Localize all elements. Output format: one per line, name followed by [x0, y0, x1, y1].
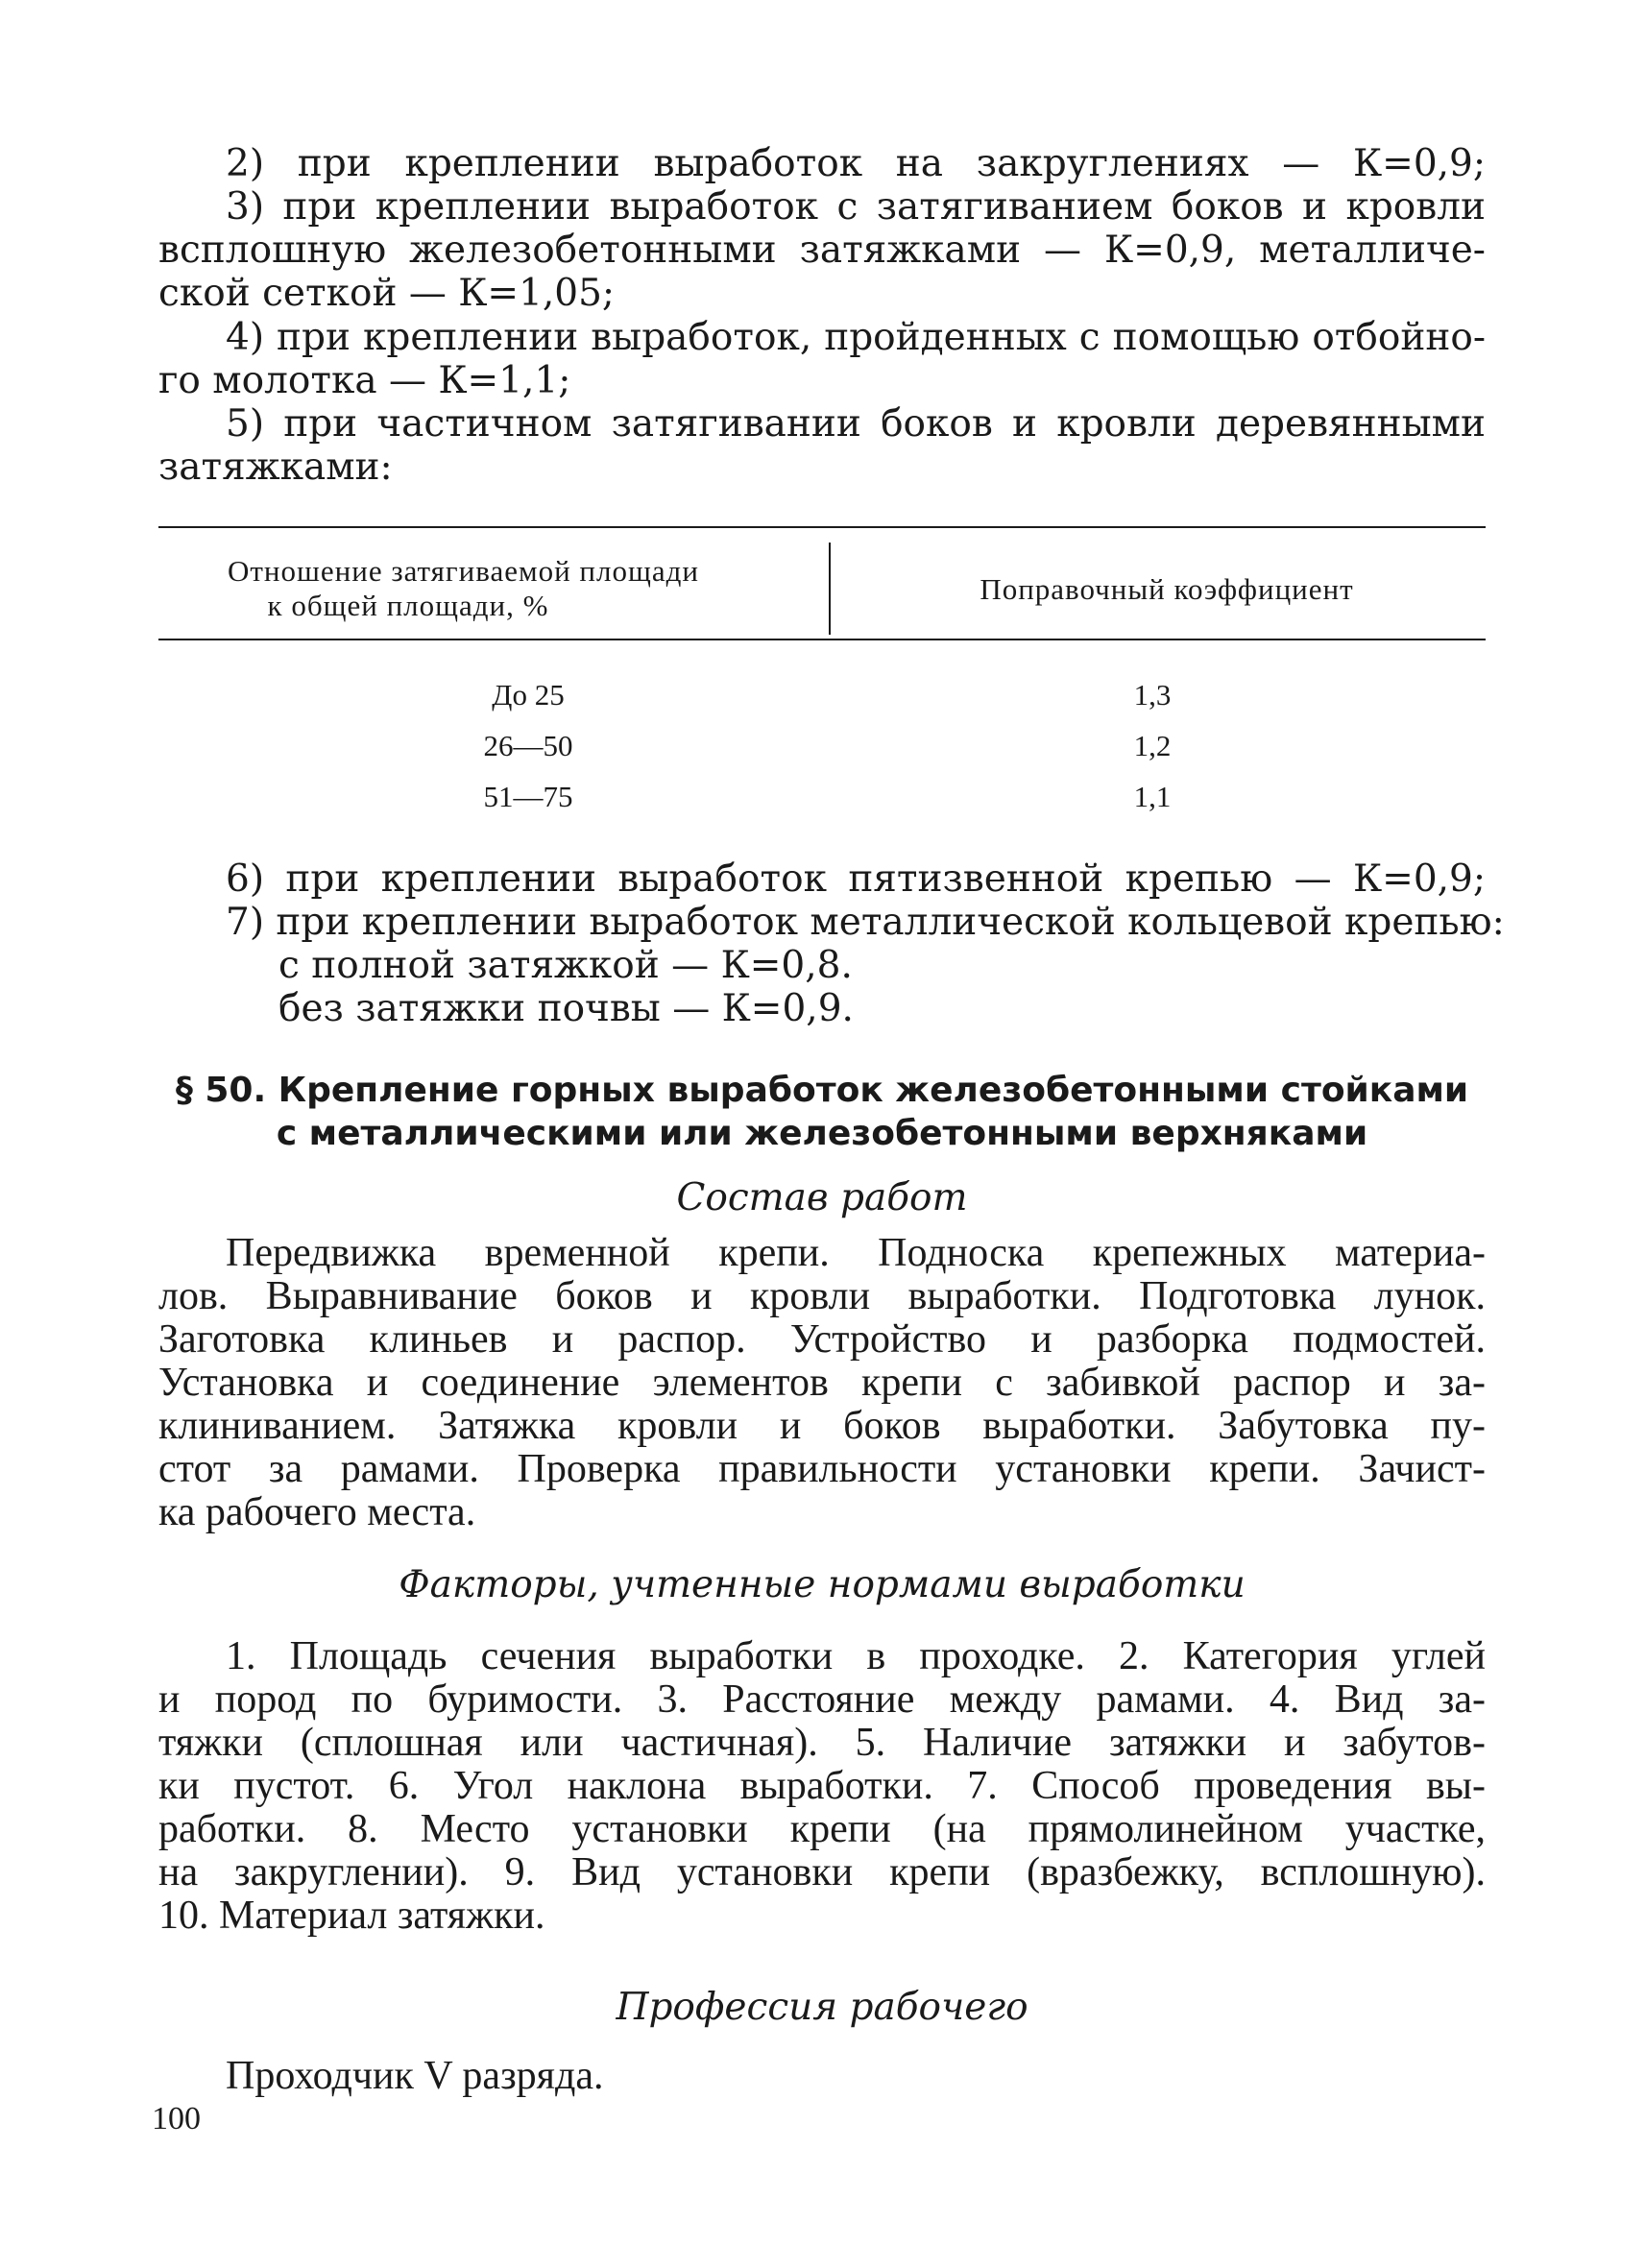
work-text-line: ка рабочего места.: [158, 1490, 476, 1534]
factors-text-line: и пород по буримости. 3. Расстояние между рамами. 4. Вид за-: [158, 1677, 1486, 1722]
factors-text-line: работки. 8. Место установки крепи (на прямолинейном участке,: [158, 1807, 1486, 1851]
table-cell-coefficient: 1,1: [1133, 780, 1172, 813]
table-cell-ratio: 51—75: [483, 780, 573, 813]
table-cell-coefficient: 1,3: [1133, 678, 1172, 712]
factors-text-line: 10. Материал затяжки.: [158, 1894, 545, 1938]
list-item-7-no-floor-lagging: без затяжки почвы — К=0,9.: [278, 987, 854, 1030]
list-item-6: 6) при креплении выработок пятизвенной крепью — К=0,9;: [226, 857, 1486, 901]
table-top-rule: [158, 526, 1486, 528]
table-cell-coefficient: 1,2: [1133, 729, 1172, 762]
factors-text-line: на закруглении). 9. Вид установки крепи (вразбежку, всплошную).: [158, 1850, 1486, 1894]
work-text-line: клиниванием. Затяжка кровли и боков выработки. Забутовка пу-: [158, 1404, 1486, 1448]
work-text-line: лов. Выравнивание боков и кровли выработки. Подготовка лунок.: [158, 1274, 1486, 1318]
table-cell-ratio: 26—50: [483, 729, 573, 762]
factors-text-line: 1. Площадь сечения выработки в проходке. 2. Категория углей: [226, 1634, 1486, 1678]
page-number: 100: [152, 2101, 201, 2136]
table-header-coefficient: Поправочный коэффициент: [980, 572, 1354, 606]
list-item-2: 2) при креплении выработок на закруглениях — К=0,9;: [226, 142, 1486, 185]
list-item-5-line2: затяжками:: [158, 446, 393, 489]
profession-text: Проходчик V разряда.: [226, 2054, 604, 2098]
section-heading-line2: с металлическими или железобетонными верхняками: [276, 1114, 1368, 1153]
work-text-line: Установка и соединение элементов крепи с забивкой распор и за-: [158, 1361, 1486, 1405]
work-composition-title: Состав работ: [676, 1176, 968, 1219]
factors-text-line: тяжки (сплошная или частичная). 5. Наличие затяжки и забутов-: [158, 1721, 1486, 1765]
work-text-line: Передвижка временной крепи. Подноска крепежных материа-: [226, 1231, 1486, 1275]
factors-title: Факторы, учтенные нормами выработки: [399, 1563, 1246, 1606]
list-item-3-line2: всплошную железобетонными затяжками — К=0,9, металличе-: [158, 229, 1486, 272]
work-text-line: Заготовка клиньев и распор. Устройство и разборка подмостей.: [158, 1317, 1486, 1362]
profession-title: Профессия рабочего: [616, 1986, 1028, 2029]
factors-text-line: ки пустот. 6. Угол наклона выработки. 7. Способ проведения вы-: [158, 1764, 1486, 1808]
section-heading-line1: § 50. Крепление горных выработок железобетонными стойками: [175, 1071, 1469, 1110]
table-header-ratio-line1: Отношение затягиваемой площади: [227, 554, 699, 588]
list-item-3-line3: ской сеткой — К=1,05;: [158, 272, 616, 315]
table-cell-ratio: До 25: [492, 678, 565, 712]
list-item-3-line1: 3) при креплении выработок с затягиванием боков и кровли: [226, 185, 1486, 229]
work-text-line: стот за рамами. Проверка правильности установки крепи. Зачист-: [158, 1447, 1486, 1491]
list-item-4-line1: 4) при креплении выработок, пройденных с помощью отбойно-: [226, 316, 1486, 359]
list-item-4-line2: го молотка — К=1,1;: [158, 359, 571, 402]
table-header-rule: [158, 639, 1486, 640]
table-column-separator: [829, 543, 831, 635]
table-header-ratio-line2: к общей площади, %: [267, 589, 549, 622]
list-item-7-full-lagging: с полной затяжкой — К=0,8.: [278, 944, 853, 987]
list-item-7-line1: 7) при креплении выработок металлической кольцевой крепью:: [226, 901, 1505, 944]
list-item-5-line1: 5) при частичном затягивании боков и кровли деревянными: [226, 402, 1486, 446]
